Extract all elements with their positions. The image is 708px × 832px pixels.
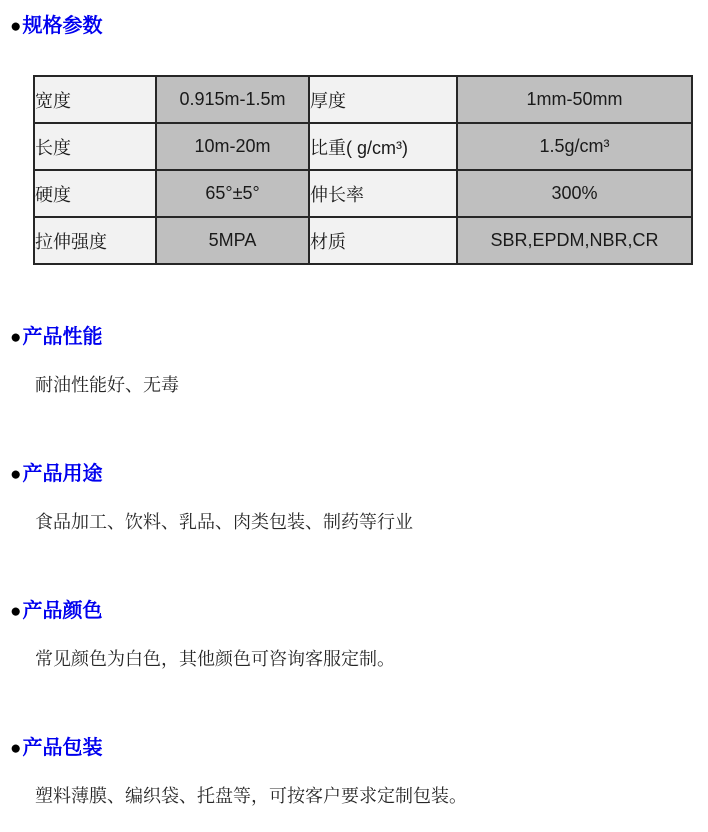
spec-label-cell: 长度 (34, 123, 156, 170)
spec-value-cell: 0.915m-1.5m (156, 76, 309, 123)
table-row (34, 76, 692, 123)
section-heading-packaging (0, 736, 708, 761)
section-heading-specs (0, 0, 708, 39)
section-title: 产品用途 (22, 463, 103, 485)
spec-label-cell: 伸长率 (309, 170, 457, 217)
spec-label-cell: 材质 (309, 217, 457, 264)
spec-label-cell: 拉伸强度 (34, 217, 156, 264)
bullet-icon: ● (10, 327, 22, 348)
spec-value-cell: 65°±5° (156, 170, 309, 217)
section-body-performance: 耐油性能好、无毒 (35, 375, 179, 395)
section-heading-color (0, 599, 708, 624)
table-row (34, 123, 692, 170)
section-title: 产品包装 (22, 737, 103, 759)
bullet-icon: ● (10, 601, 22, 622)
spec-value-cell: 1mm-50mm (457, 76, 692, 123)
section-title: 产品颜色 (22, 600, 103, 622)
spec-label-cell: 硬度 (34, 170, 156, 217)
spec-value-cell: 1.5g/cm³ (457, 123, 692, 170)
section-heading-performance (0, 325, 708, 350)
bullet-icon: ● (10, 464, 22, 485)
bullet-icon: ● (10, 16, 22, 37)
section-heading-usage (0, 462, 708, 487)
spec-label-cell: 宽度 (34, 76, 156, 123)
spec-table-container (33, 75, 708, 265)
spec-table (33, 75, 693, 265)
spec-value-cell: 300% (457, 170, 692, 217)
bullet-icon: ● (10, 738, 22, 759)
table-row (34, 217, 692, 264)
section-body-usage: 食品加工、饮料、乳品、肉类包装、制药等行业 (35, 512, 413, 532)
section-body-packaging: 塑料薄膜、编织袋、托盘等，可按客户要求定制包装。 (35, 786, 467, 806)
section-title: 规格参数 (22, 15, 103, 37)
spec-value-cell: 10m-20m (156, 123, 309, 170)
spec-value-cell: SBR,EPDM,NBR,CR (457, 217, 692, 264)
spec-label-cell: 比重( g/cm³) (309, 123, 457, 170)
spec-label-cell: 厚度 (309, 76, 457, 123)
table-row (34, 170, 692, 217)
spec-value-cell: 5MPA (156, 217, 309, 264)
section-body-color: 常见颜色为白色，其他颜色可咨询客服定制。 (35, 649, 395, 669)
section-title: 产品性能 (22, 326, 103, 348)
